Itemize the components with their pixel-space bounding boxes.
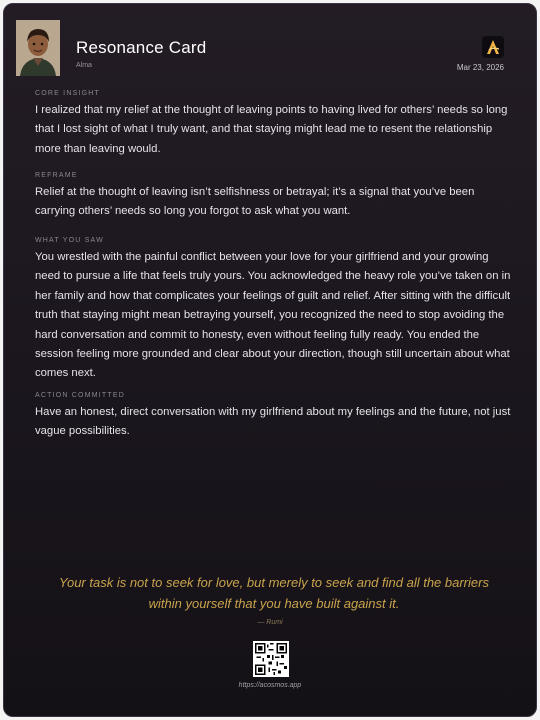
quote-text: Your task is not to seek for love, but merely to seek and find all the barriers within yourself that you have built against it. <box>59 575 489 611</box>
qr-code-icon[interactable] <box>253 641 289 677</box>
action-committed-section <box>35 392 513 442</box>
section-text: Have an honest, direct conversation with my girlfriend about my feelings and the future, not just vague possibilities. <box>35 406 511 438</box>
section-label: REFRAME <box>35 172 78 179</box>
person-avatar-icon <box>16 20 60 76</box>
section-text: You wrestled with the painful conflict between your love for your girlfriend and your growing need to pursue a life that feels truly yours. You acknowledged the heavy role you’ve taken on in her family and how that complicates your feelings of guilt and relief. After sitting with the difficult truth that staying might mean betraying yourself, you recognized the need to stop avoiding the hard conversation and commit to honesty, even without feeling fully ready. You ended the session feeling more grounded and clear about your direction, though still uncertain about what comes next. <box>35 251 511 380</box>
section-label: CORE INSIGHT <box>35 90 100 97</box>
card-header <box>4 4 536 84</box>
card-title: Resonance Card <box>76 38 207 57</box>
reframe-section <box>35 172 513 222</box>
resonance-card <box>3 3 537 717</box>
section-label: WHAT YOU SAW <box>35 237 104 244</box>
app-logo-icon <box>482 36 504 58</box>
quote-author: — Rumi <box>257 619 283 626</box>
section-text: I realized that my relief at the thought of leaving points to having lived for others’ needs so long that I lost sight of what I truly want, and that staying might lead me to resent the relationship more than leaving would. <box>35 104 508 155</box>
user-name: Alma <box>76 62 92 69</box>
section-text: Relief at the thought of leaving isn’t selfishness or betrayal; it’s a signal that you’ve been carrying others’ needs so long you forgot to ask what you want. <box>35 186 475 218</box>
app-url-link[interactable]: https://acosmos.app <box>238 682 302 689</box>
card-date: Mar 23, 2026 <box>456 63 504 72</box>
core-insight-section <box>35 90 513 159</box>
what-you-saw-section <box>35 237 513 384</box>
section-label: ACTION COMMITTED <box>35 392 125 399</box>
